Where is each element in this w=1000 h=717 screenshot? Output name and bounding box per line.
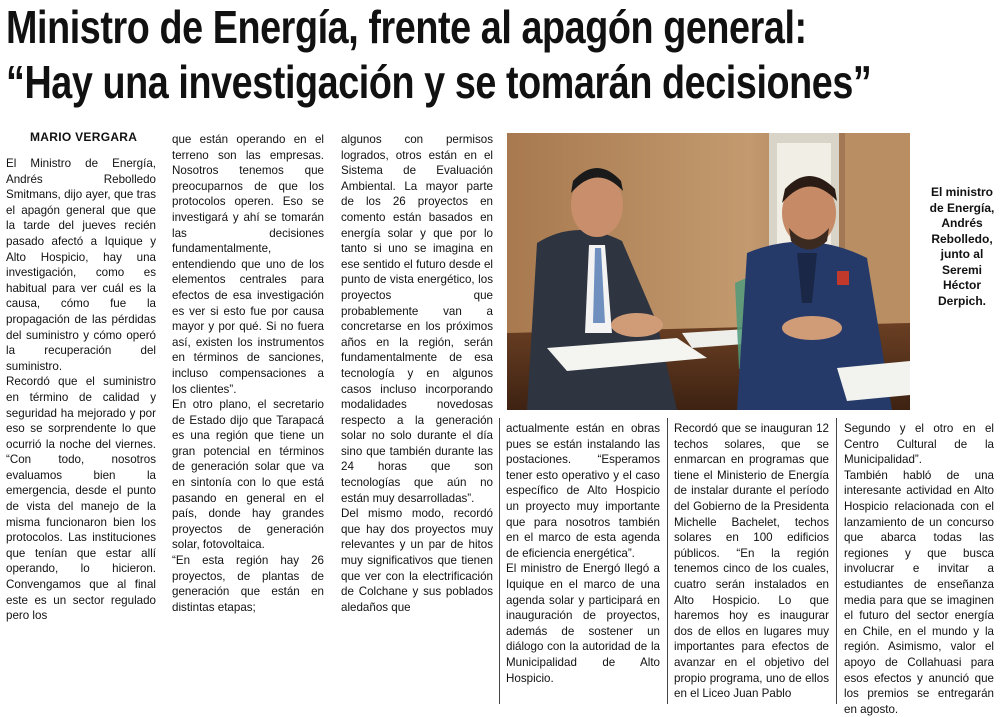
- article-column-3: [341, 132, 493, 615]
- paragraph: Del mismo modo, recordó que hay dos proyectos muy relevantes y un par de hitos muy significativos que tienen que ver con la electrificación de Colchane y sus poblados aledaños que: [341, 507, 493, 614]
- headline: [6, 0, 872, 110]
- paragraph: que están operando en el terreno son las empresas. Nosotros tenemos que preocuparnos de que los protocolos operen. Eso se investigará y ahí se tomarán las decisiones fundamentalmente, entendiendo que uno de los elementos centrales para efectos de esa investigación es ver si esto fue por causa mayor y por qué. Si no fuera así, existen los instrumentos en términos de sanciones, incluso compensaciones a los clientes”.: [172, 133, 324, 396]
- paragraph: Recordó que se inauguran 12 techos solares, que se enmarcan en programas que tiene el Ministerio de Energía de instalar durante el período del Gobierno de la Presidenta Michelle Bachelet, techos solares en 100 edificios públicos. “En la región tenemos cinco de los cuales, cuatro serán instalados en Alto Hospicio. Lo que haremos hoy es inaugurar dos de ellos en lugares muy importantes para efectos de avanzar en el objetivo del propio programa, uno de ellos en el Liceo Juan Pablo: [674, 422, 829, 701]
- paragraph: Recordó que el suministro en término de calidad y seguridad ha mejorado y por eso se sorprendente lo que ocurrió la noche del viernes. “Con todo, nosotros evaluamos bien la emergencia, desde el punto de vista del manejo de la misma funcionaron bien los protocolos. Las instituciones que tenían que estar allí operando, lo hicieron. Convengamos que al final este es un sector regulado pero los: [6, 375, 156, 623]
- article-column-1: [6, 156, 156, 624]
- paragraph: Segundo y el otro en el Centro Cultural de la Municipalidad”.: [844, 422, 994, 467]
- column-rule: [499, 418, 500, 704]
- paragraph: algunos con permisos logrados, otros están en el Sistema de Evaluación Ambiental. La mayor parte de los 26 proyectos en comento están basados en energía solar y que por lo tanto si uno se imagina en ese sentido el futuro desde el punto de vista energético, los proyectos que probablemente van a concretarse en los próximos años en la región, serán fundamentalmente de esa tecnología y en algunos casos incluso incorporando modalidades novedosas respecto a la generación solar no solo durante el día sino que también durante las 24 horas que son tecnologías que aún no están muy desarrolladas”.: [341, 133, 493, 505]
- paragraph: En otro plano, el secretario de Estado dijo que Tarapacá es una región que tiene un gran potencial en términos de generación solar que va en sintonía con lo que está pasando en general en el país, donde hay grandes proyectos de generación solar, fotovoltaica.: [172, 398, 324, 552]
- paragraph: El ministro de Energó llegó a Iquique en el marco de una agenda solar y participará en inauguración de proyectos, además de sostener un diálogo con la autoridad de la Municipalidad de Alto Hospicio.: [506, 562, 660, 685]
- paragraph: También habló de una interesante actividad en Alto Hospicio relacionada con el lanzamiento de un concurso que abarca todas las regiones y que busca involucrar e invitar a estudiantes de enseñanza media para que se imaginen el futuro del sector energía en Chile, en el mundo y la región. Asimismo, valor el apoyo de Collahuasi para esos efectos y anunció que los premios se entregarán en agosto.: [844, 468, 994, 716]
- headline-line-2: “Hay una investigación y se tomarán decisiones”: [6, 56, 872, 108]
- article-column-6: [844, 421, 994, 717]
- column-rule: [667, 418, 668, 704]
- headline-line-1: Ministro de Energía, frente al apagón general:: [6, 1, 807, 53]
- photo-caption: El ministro de Energía, Andrés Rebolledo, junto al Seremi Héctor Derpich.: [929, 185, 995, 308]
- article-photo: [507, 133, 910, 410]
- article-column-2: [172, 132, 324, 615]
- article-column-5: [674, 421, 829, 702]
- paragraph: “En esta región hay 26 proyectos, de plantas de generación que están en distintas etapas;: [172, 554, 324, 614]
- byline: MARIO VERGARA: [30, 130, 138, 144]
- paragraph: El Ministro de Energía, Andrés Rebolledo Smitmans, dijo ayer, que tras el apagón general que que la tarde del jueves recién pasado afectó a Iquique y Alto Hospicio, hay una investigación, como es habitual para ver cuál es la causa, cómo fue la propagación de las pérdidas del suministro y cómo operó la recuperación del suministro.: [6, 157, 156, 373]
- article-column-4: [506, 421, 660, 686]
- column-rule: [836, 418, 837, 704]
- paragraph: actualmente están en obras pues se están instalando las postaciones. “Esperamos tener esto operativo y el caso específico de Alto Hospicio un proyecto muy importante que para nosotros también en el marco de esta agenda de eficiencia energética”.: [506, 422, 660, 560]
